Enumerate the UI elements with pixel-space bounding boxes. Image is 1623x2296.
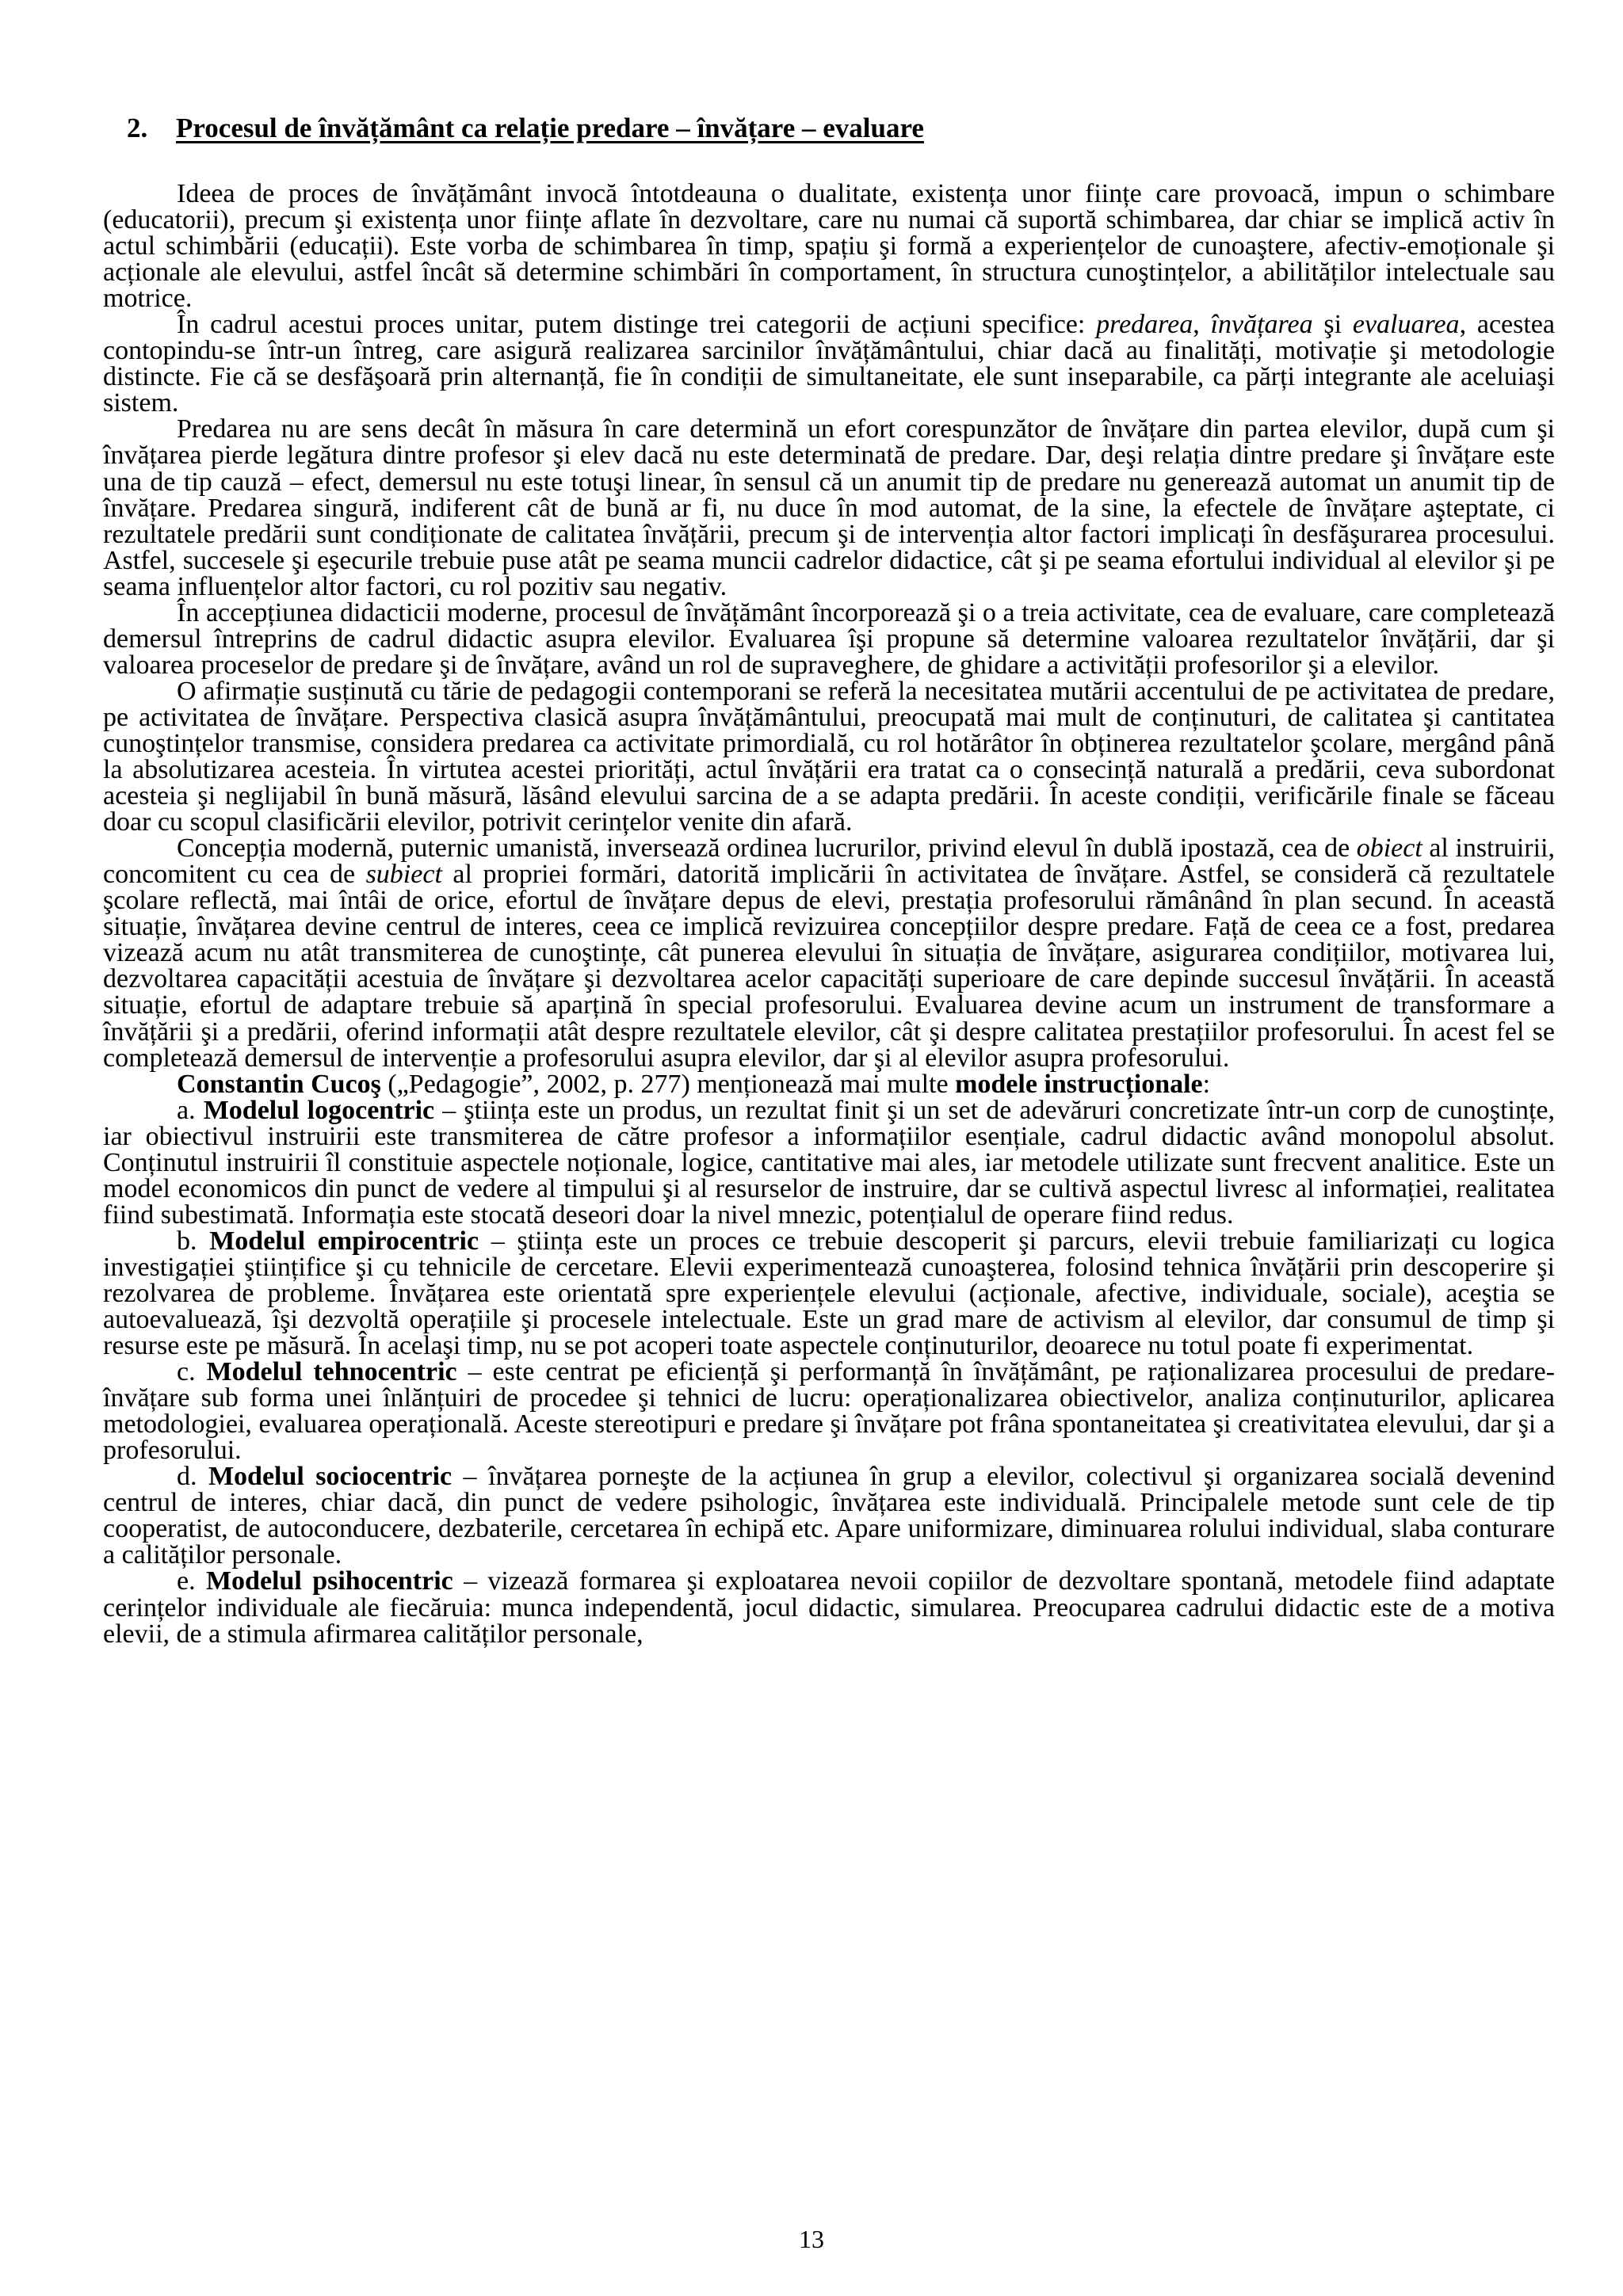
model-letter: a. (177, 1095, 196, 1125)
model-text: – ştiința este un proces ce trebuie descoperit şi parcurs, elevii trebuie familiarizați cu logica investigației ştiințifice şi cu tehnicile de cercetare. Elevii experimentează cunoaşterea, folosind tehnica învățării prin descoperire şi rezolvarea de probleme. Învățarea este orientată spre experiențele elevului (acționale, afective, individuale, sociale), aceştia se autoevaluează, îşi dezvoltă operațiile şi procesele intelectuale. Este un grad mare de activism al elevilor, dar consumul de timp şi resurse este pe măsură. În acelaşi timp, nu se pot acoperi toate aspectele conținuturilor, deoarece nu totul poate fi experimentat. (103, 1226, 1556, 1361)
text-run: Concepția modernă, puternic umanistă, inversează ordinea lucrurilor, privind elevul în dublă ipostază, cea de (177, 833, 1357, 864)
term-modele-instructionale: modele instrucționale (955, 1069, 1203, 1099)
text-run: În cadrul acestui proces unitar, putem distinge trei categorii de acțiuni specifice: (177, 310, 1097, 340)
model-name: Modelul logocentric (203, 1095, 435, 1125)
model-letter: d. (177, 1462, 197, 1492)
section-title: Procesul de învățământ ca relație predare – învățare – evaluare (176, 113, 924, 143)
model-tehnocentric (103, 1357, 1555, 1466)
text-run: al instruirii, concomitent cu cea de (103, 833, 1555, 890)
text-run: („Pedagogie”, 2002, p. 277) menționează mai multe (380, 1069, 956, 1099)
model-text: – vizează formarea şi exploatarea nevoii copiilor de dezvoltare spontană, metodele fiind adaptate cerințelor individuale ale fiecăruia: munca independentă, jocul didactic, simularea. Preocuparea cadrului didactic este de a motiva elevii, de a stimula afirmarea calităților personale, (103, 1566, 1556, 1649)
model-logocentric (103, 1097, 1555, 1228)
model-name: Modelul psihocentric (205, 1566, 453, 1596)
paragraph-actions (103, 311, 1555, 416)
page-number: 13 (799, 2225, 824, 2253)
model-empirocentric (103, 1228, 1555, 1359)
model-sociocentric (103, 1463, 1555, 1568)
paragraph-cucos (103, 1071, 1555, 1097)
model-letter: e. (177, 1566, 196, 1596)
paragraph-evaluarea: În accepțiunea didacticii moderne, procesul de învățământ încorporează şi o a treia activitate, cea de evaluare, care completează demersul întreprins de cadrul didactic asupra elevilor. Evaluarea îşi propune să determine valoarea rezultatelor învățării, dar şi valoarea proceselor de predare şi de învățare, având un rol de supraveghere, de ghidare a activității profesorilor şi a elevilor. (103, 597, 1555, 680)
model-name: Modelul empirocentric (209, 1226, 479, 1256)
section-heading (127, 111, 924, 146)
model-letter: c. (177, 1357, 196, 1387)
term-evaluarea: evaluarea (1352, 310, 1460, 340)
text-run: , (1193, 310, 1211, 340)
model-text: – învățarea porneşte de la acțiunea în grup a elevilor, colectivul şi organizarea socială devenind centrul de interes, chiar dacă, din punct de vedere psihologic, învățarea este individuală. Principalele metode sunt cele de tip cooperatist, de autoconducere, dezbaterile, cercetarea în echipă etc. Apare uniformizare, diminuarea rolului individual, slaba conturare a calităților personale. (103, 1462, 1555, 1570)
model-text: – ştiința este un produs, un rezultat finit şi un set de adevăruri concretizate într-un corp de cunoştințe, iar obiectivul instruirii este transmiterea de către profesor a informațiilor esențiale, cadrul didactic având monopolul absolut. Conținutul instruirii îl constituie aspectele noționale, logice, cantitative mai ales, iar metodele utilizate sunt frecvent analitice. Este un model economicos din punct de vedere al timpului şi al resurselor de instruire, dar se cultivă aspectul livresc al informației, realitatea fiind subestimată. Informația este stocată deseori doar la nivel mnezic, potențialul de operare fiind redus. (103, 1095, 1555, 1230)
text-run: : (1202, 1069, 1211, 1099)
text-run: şi (1312, 310, 1353, 340)
document-body (103, 181, 1555, 1647)
model-name: Modelul tehnocentric (206, 1357, 457, 1387)
paragraph-conceptia-moderna (103, 833, 1555, 1073)
paragraph-predarea: Predarea nu are sens decât în măsura în care determină un efort corespunzător de învățare din partea elevilor, după cum şi învățarea pierde legătura dintre profesor şi elev dacă nu este determinată de predare. Dar, deşi relația dintre predare şi învățare este una de tip cauză – efect, demersul nu este totuşi linear, în sensul că un anumit tip de predare nu generează automat un anumit tip de învățare. Predarea singură, indiferent cât de bună ar fi, nu duce în mod automat, de la sine, la efectele de învățare aşteptate, ci rezultatele predării sunt condiționate de calitatea învățării, precum şi de intervenția altor factori implicați în desfăşurarea procesului. Astfel, succesele şi eşecurile trebuie puse atât pe seama muncii cadrelor didactice, cât şi pe seama efortului individual al elevilor şi pe seama influențelor altor factori, cu rol pozitiv sau negativ. (103, 414, 1555, 601)
paragraph-accent: O afirmație susținută cu tărie de pedagogii contemporani se referă la necesitatea mutării accentului de pe activitatea de predare, pe activitatea de învățare. Perspectiva clasică asupra învățământului, preocupată mai mult de conținuturi, de calitatea şi cantitatea cunoştințelor transmise, considera predarea ca activitate primordială, cu rol hotărâtor în obținerea rezultatelor şcolare, mergând până la absolutizarea acesteia. În virtutea acestei priorități, actul învățării era tratat ca o consecință naturală a predării, ceva subordonat acesteia şi neglijabil în bună măsură, lăsând elevului sarcina de a se adapta predării. În aceste condiții, verificările finale se făceau doar cu scopul clasificării elevilor, potrivit cerințelor venite din afară. (103, 676, 1555, 837)
text-run: al propriei formări, datorită implicării în activitatea de învățare. Astfel, se consideră că rezultatele şcolare reflectă, mai întâi de orice, efortul de învățare depus de elevi, prestația profesorului rămânând în plan secund. În această situație, învățarea devine centrul de interes, ceea ce implică revizuirea concepțiilor despre predare. Față de ceea ce a fost, predarea vizează acum nu atât transmiterea de cunoştințe, cât punerea elevului în situația de învățare, asigurarea condițiilor, motivarea lui, dezvoltarea capacității acestuia de învățare şi dezvoltarea acelor capacități superioare de care depinde succesul învățării. În această situație, efortul de adaptare trebuie să aparțină în special profesorului. Evaluarea devine acum un instrument de transformare a învățării şi a predării, oferind informații atât despre rezultatele elevilor, cât şi despre calitatea prestațiilor profesorului. În acest fel se completează demersul de intervenție a profesorului asupra elevilor, dar şi al elevilor asupra profesorului. (103, 860, 1555, 1073)
text-run: , acestea contopindu-se într-un întreg, care asigură realizarea sarcinilor învățământului, chiar dacă au finalități, motivație şi metodologie distincte. Fie că se desfăşoară prin alternanță, fie în condiții de simultaneitate, ele sunt inseparabile, ca părți integrante ale aceluiaşi sistem. (103, 310, 1555, 418)
term-invatarea: învățarea (1210, 310, 1313, 340)
term-subiect: subiect (365, 860, 442, 890)
section-number: 2. (127, 113, 148, 143)
model-name: Modelul sociocentric (208, 1462, 453, 1492)
model-letter: b. (177, 1226, 197, 1256)
model-psihocentric (103, 1566, 1556, 1649)
author-name: Constantin Cucoş (177, 1069, 381, 1099)
model-text: – este centrat pe eficiență şi performanță în învățământ, pe raționalizarea procesului de predare-învățare sub forma unei înlănțuiri de procedee şi tehnici de lucru: operaționalizarea obiectivelor, analiza conținuturilor, aplicarea metodologiei, evaluarea operațională. Aceste stereotipuri e predare şi învățare pot frâna spontaneitatea şi creativitatea elevului, dar şi a profesorului. (103, 1357, 1555, 1466)
term-predarea: predarea (1096, 310, 1193, 340)
term-obiect: obiect (1356, 833, 1423, 864)
paragraph-intro: Ideea de proces de învățământ invocă întotdeauna o dualitate, existența unor ființe care provoacă, impun o schimbare (educatorii), precum şi existența unor ființe aflate în dezvoltare, care nu numai că suportă schimbarea, dar chiar se implică activ în actul schimbării (educații). Este vorba de schimbarea în timp, spațiu şi formă a experiențelor de cunoaştere, afectiv-emoționale şi acționale ale elevului, astfel încât să determine schimbări în comportament, în structura cunoştințelor, a abilităților intelectuale sau motrice. (103, 179, 1555, 314)
